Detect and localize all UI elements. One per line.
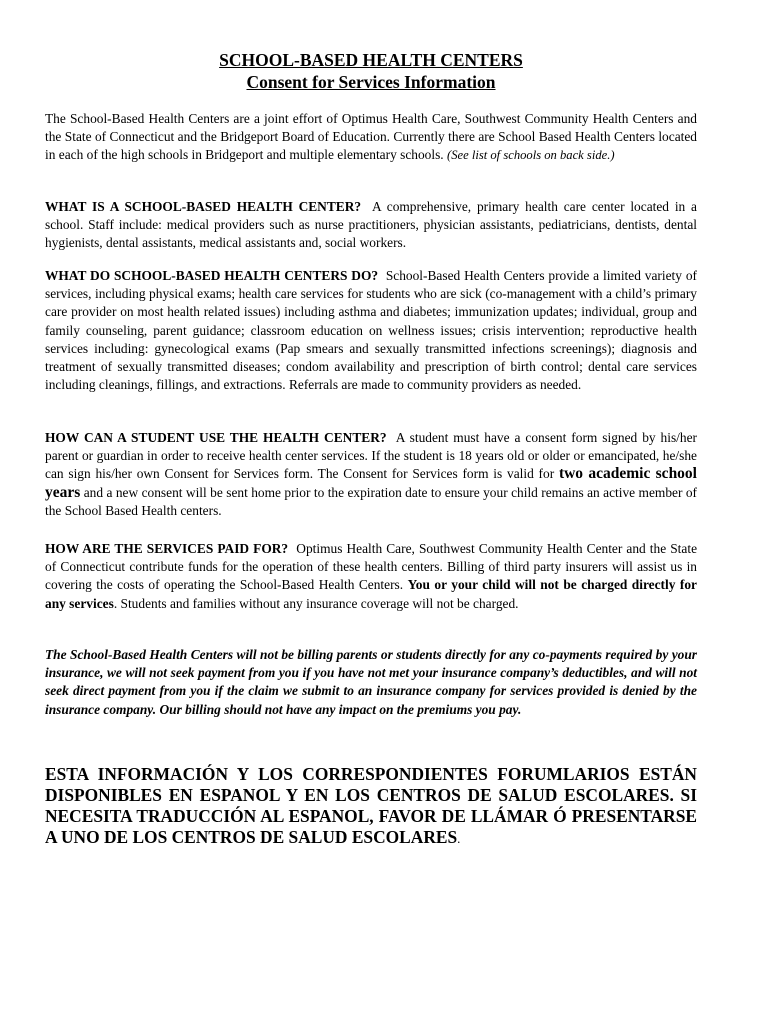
page-title: SCHOOL-BASED HEALTH CENTERS xyxy=(219,50,523,70)
intro-paragraph xyxy=(45,110,697,165)
intro-note: (See list of schools on back side.) xyxy=(447,148,615,163)
billing-note: The School-Based Health Centers will not be billing parents or students directly for any co-payments required by your insurance, we will not seek payment from you if you have not met your insurance company’s deductibles, and will not seek direct payment from you if the claim we submit to an insurance company for services provided is denied by the insurance company. Our billing should not have any impact on the premiums you pay. xyxy=(45,647,697,717)
what-do-paragraph xyxy=(45,267,697,394)
how-use-emphasis: two academic school years xyxy=(45,465,697,501)
how-paid-text-before: Optimus Health Care, Southwest Community Health Center and the State of Connecticut contribute funds for the operation of these health centers. Billing of third party insurers will assist us in covering the costs of operating the School-Based Health Centers. xyxy=(45,541,698,593)
what-is-text: A comprehensive, primary health care center located in a school. Staff include: medical providers such as nurse practitioners, physician assistants, pediatricians, dentists, dental hygienists, dental assistants, medical assistants and, social workers. xyxy=(45,199,697,251)
spanish-notice-paragraph xyxy=(45,764,697,849)
how-paid-text-after: . Students and families without any insurance coverage will not be charged. xyxy=(113,595,519,611)
spanish-notice: ESTA INFORMACIÓN Y LOS CORRESPONDIENTES FORUMLARIOS ESTÁN DISPONIBLES EN ESPANOL Y EN LOS CENTROS DE SALUD ESCOLARES. SI NECESITA TRADUCCIÓN AL ESPANOL, FAVOR DE LLÁMAR Ó PRESENTARSE A UNO DE LOS CENTROS DE SALUD ESCOLARES xyxy=(45,764,697,847)
page-subtitle: Consent for Services Information xyxy=(246,72,496,92)
how-use-heading: HOW CAN A STUDENT USE THE HEALTH CENTER? xyxy=(45,430,387,445)
how-use-paragraph xyxy=(45,429,697,520)
how-paid-heading: HOW ARE THE SERVICES PAID FOR? xyxy=(45,541,289,556)
how-use-text-before: A student must have a consent form signed by his/her parent or guardian in order to receive health center services. If the student is 18 years old or older or emancipated, he/she can sign his/her own Consent for Services form. The Consent for Services form is valid for xyxy=(45,430,697,482)
how-paid-bold: You or your child will not be charged directly for any services xyxy=(45,577,697,611)
how-use-text-after: and a new consent will be sent home prior to the expiration date to ensure your child remains an active member of the School Based Health centers. xyxy=(45,484,697,518)
what-is-paragraph xyxy=(45,198,697,253)
what-is-heading: WHAT IS A SCHOOL-BASED HEALTH CENTER? xyxy=(45,199,362,214)
what-do-heading: WHAT DO SCHOOL-BASED HEALTH CENTERS DO? xyxy=(45,268,379,283)
intro-text: The School-Based Health Centers are a joint effort of Optimus Health Care, Southwest Community Health Centers and the State of Connecticut and the Bridgeport Board of Education. Currently there are School Based Health Centers located in each of the high schools in Bridgeport and multiple elementary schools. xyxy=(45,111,697,163)
what-do-text: School-Based Health Centers provide a limited variety of services, including physical exams; health care services for students who are sick (co-management with a child’s primary care provider on most health related issues) including asthma and diabetes; immunization updates; individual, group and family counseling, parent guidance; classroom education on wellness issues; crisis intervention; reproductive health services including: gynecological exams (Pap smears and sexually transmitted infections screenings); diagnosis and treatment of sexually transmitted diseases; condom availability and prescription of birth control; dental care services including cleanings, fillings, and extractions. Referrals are made to community providers as needed. xyxy=(45,268,697,393)
how-paid-paragraph xyxy=(45,540,697,613)
spanish-notice-period: . xyxy=(457,831,461,846)
